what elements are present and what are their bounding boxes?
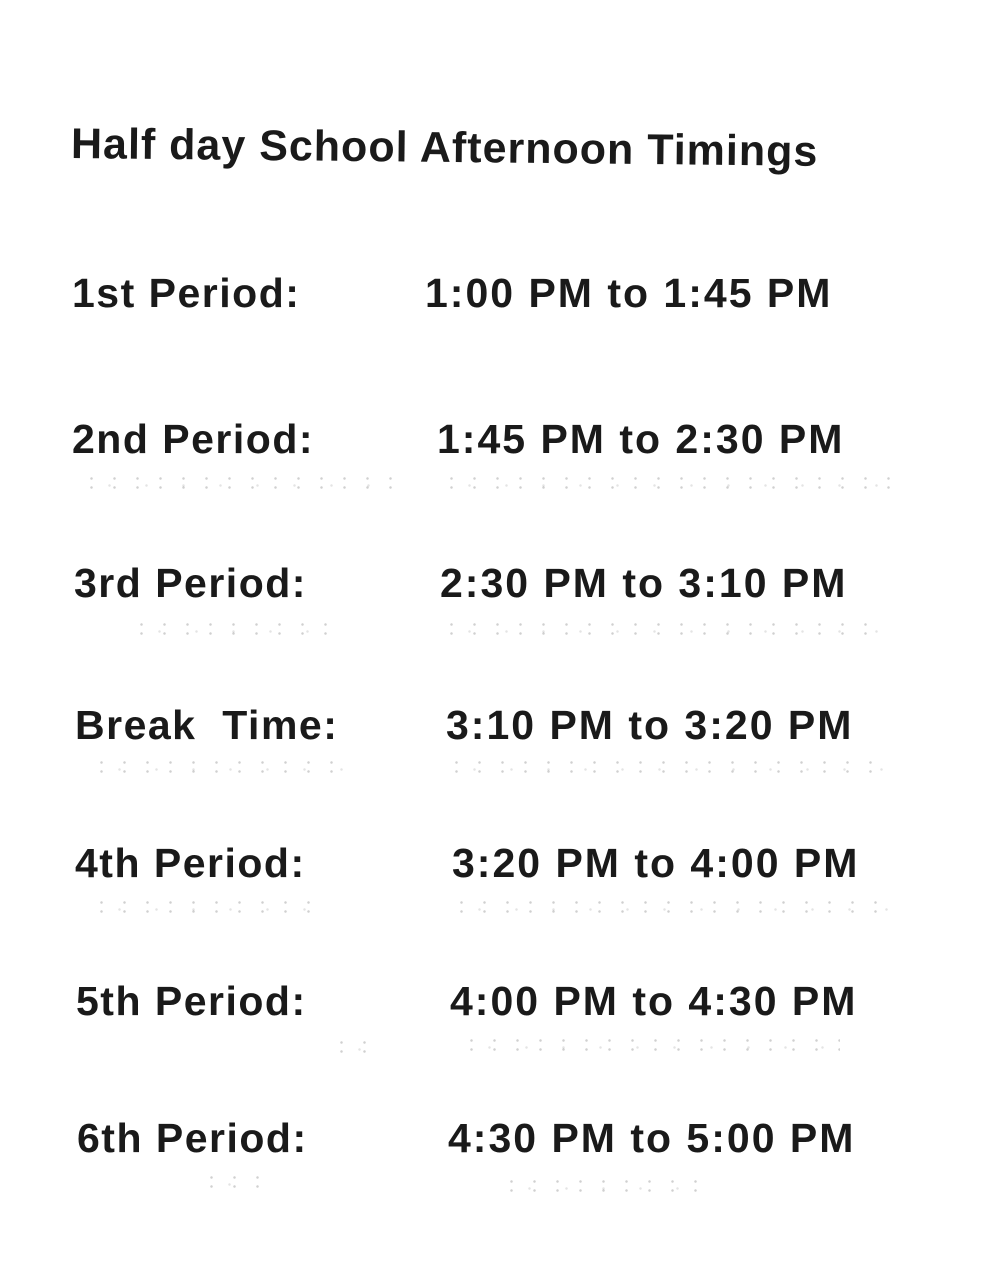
period-label: 5th Period: xyxy=(76,978,307,1024)
schedule-row xyxy=(0,1115,997,1175)
period-time: 3:20 PM to 4:00 PM xyxy=(452,840,860,886)
scan-noise xyxy=(130,620,330,638)
schedule-row xyxy=(0,270,997,330)
period-label: 3rd Period: xyxy=(74,560,307,606)
period-time: 1:45 PM to 2:30 PM xyxy=(437,416,845,462)
scan-noise xyxy=(450,898,890,916)
schedule-row xyxy=(0,978,997,1038)
scan-noise xyxy=(330,1038,370,1056)
period-label: Break Time: xyxy=(75,702,339,748)
scan-noise xyxy=(440,474,910,492)
scan-noise xyxy=(440,620,880,638)
scan-noise xyxy=(460,1036,840,1054)
scan-noise xyxy=(90,898,330,916)
schedule-row xyxy=(0,840,997,900)
period-label: 1st Period: xyxy=(72,270,301,316)
period-label: 2nd Period: xyxy=(72,416,315,462)
scan-noise xyxy=(500,1177,700,1195)
period-time: 3:10 PM to 3:20 PM xyxy=(446,702,854,748)
schedule-row xyxy=(0,560,997,620)
page-title: Half day School Afternoon Timings xyxy=(70,120,819,176)
period-time: 4:30 PM to 5:00 PM xyxy=(448,1115,856,1161)
scan-noise xyxy=(90,758,345,776)
period-label: 6th Period: xyxy=(77,1115,308,1161)
period-time: 1:00 PM to 1:45 PM xyxy=(425,270,833,316)
scan-noise xyxy=(200,1173,260,1191)
schedule-row xyxy=(0,416,997,476)
scan-noise xyxy=(80,474,400,492)
period-time: 2:30 PM to 3:10 PM xyxy=(440,560,848,606)
period-time: 4:00 PM to 4:30 PM xyxy=(450,978,858,1024)
period-label: 4th Period: xyxy=(75,840,306,886)
scan-noise xyxy=(445,758,885,776)
schedule-row xyxy=(0,702,997,762)
